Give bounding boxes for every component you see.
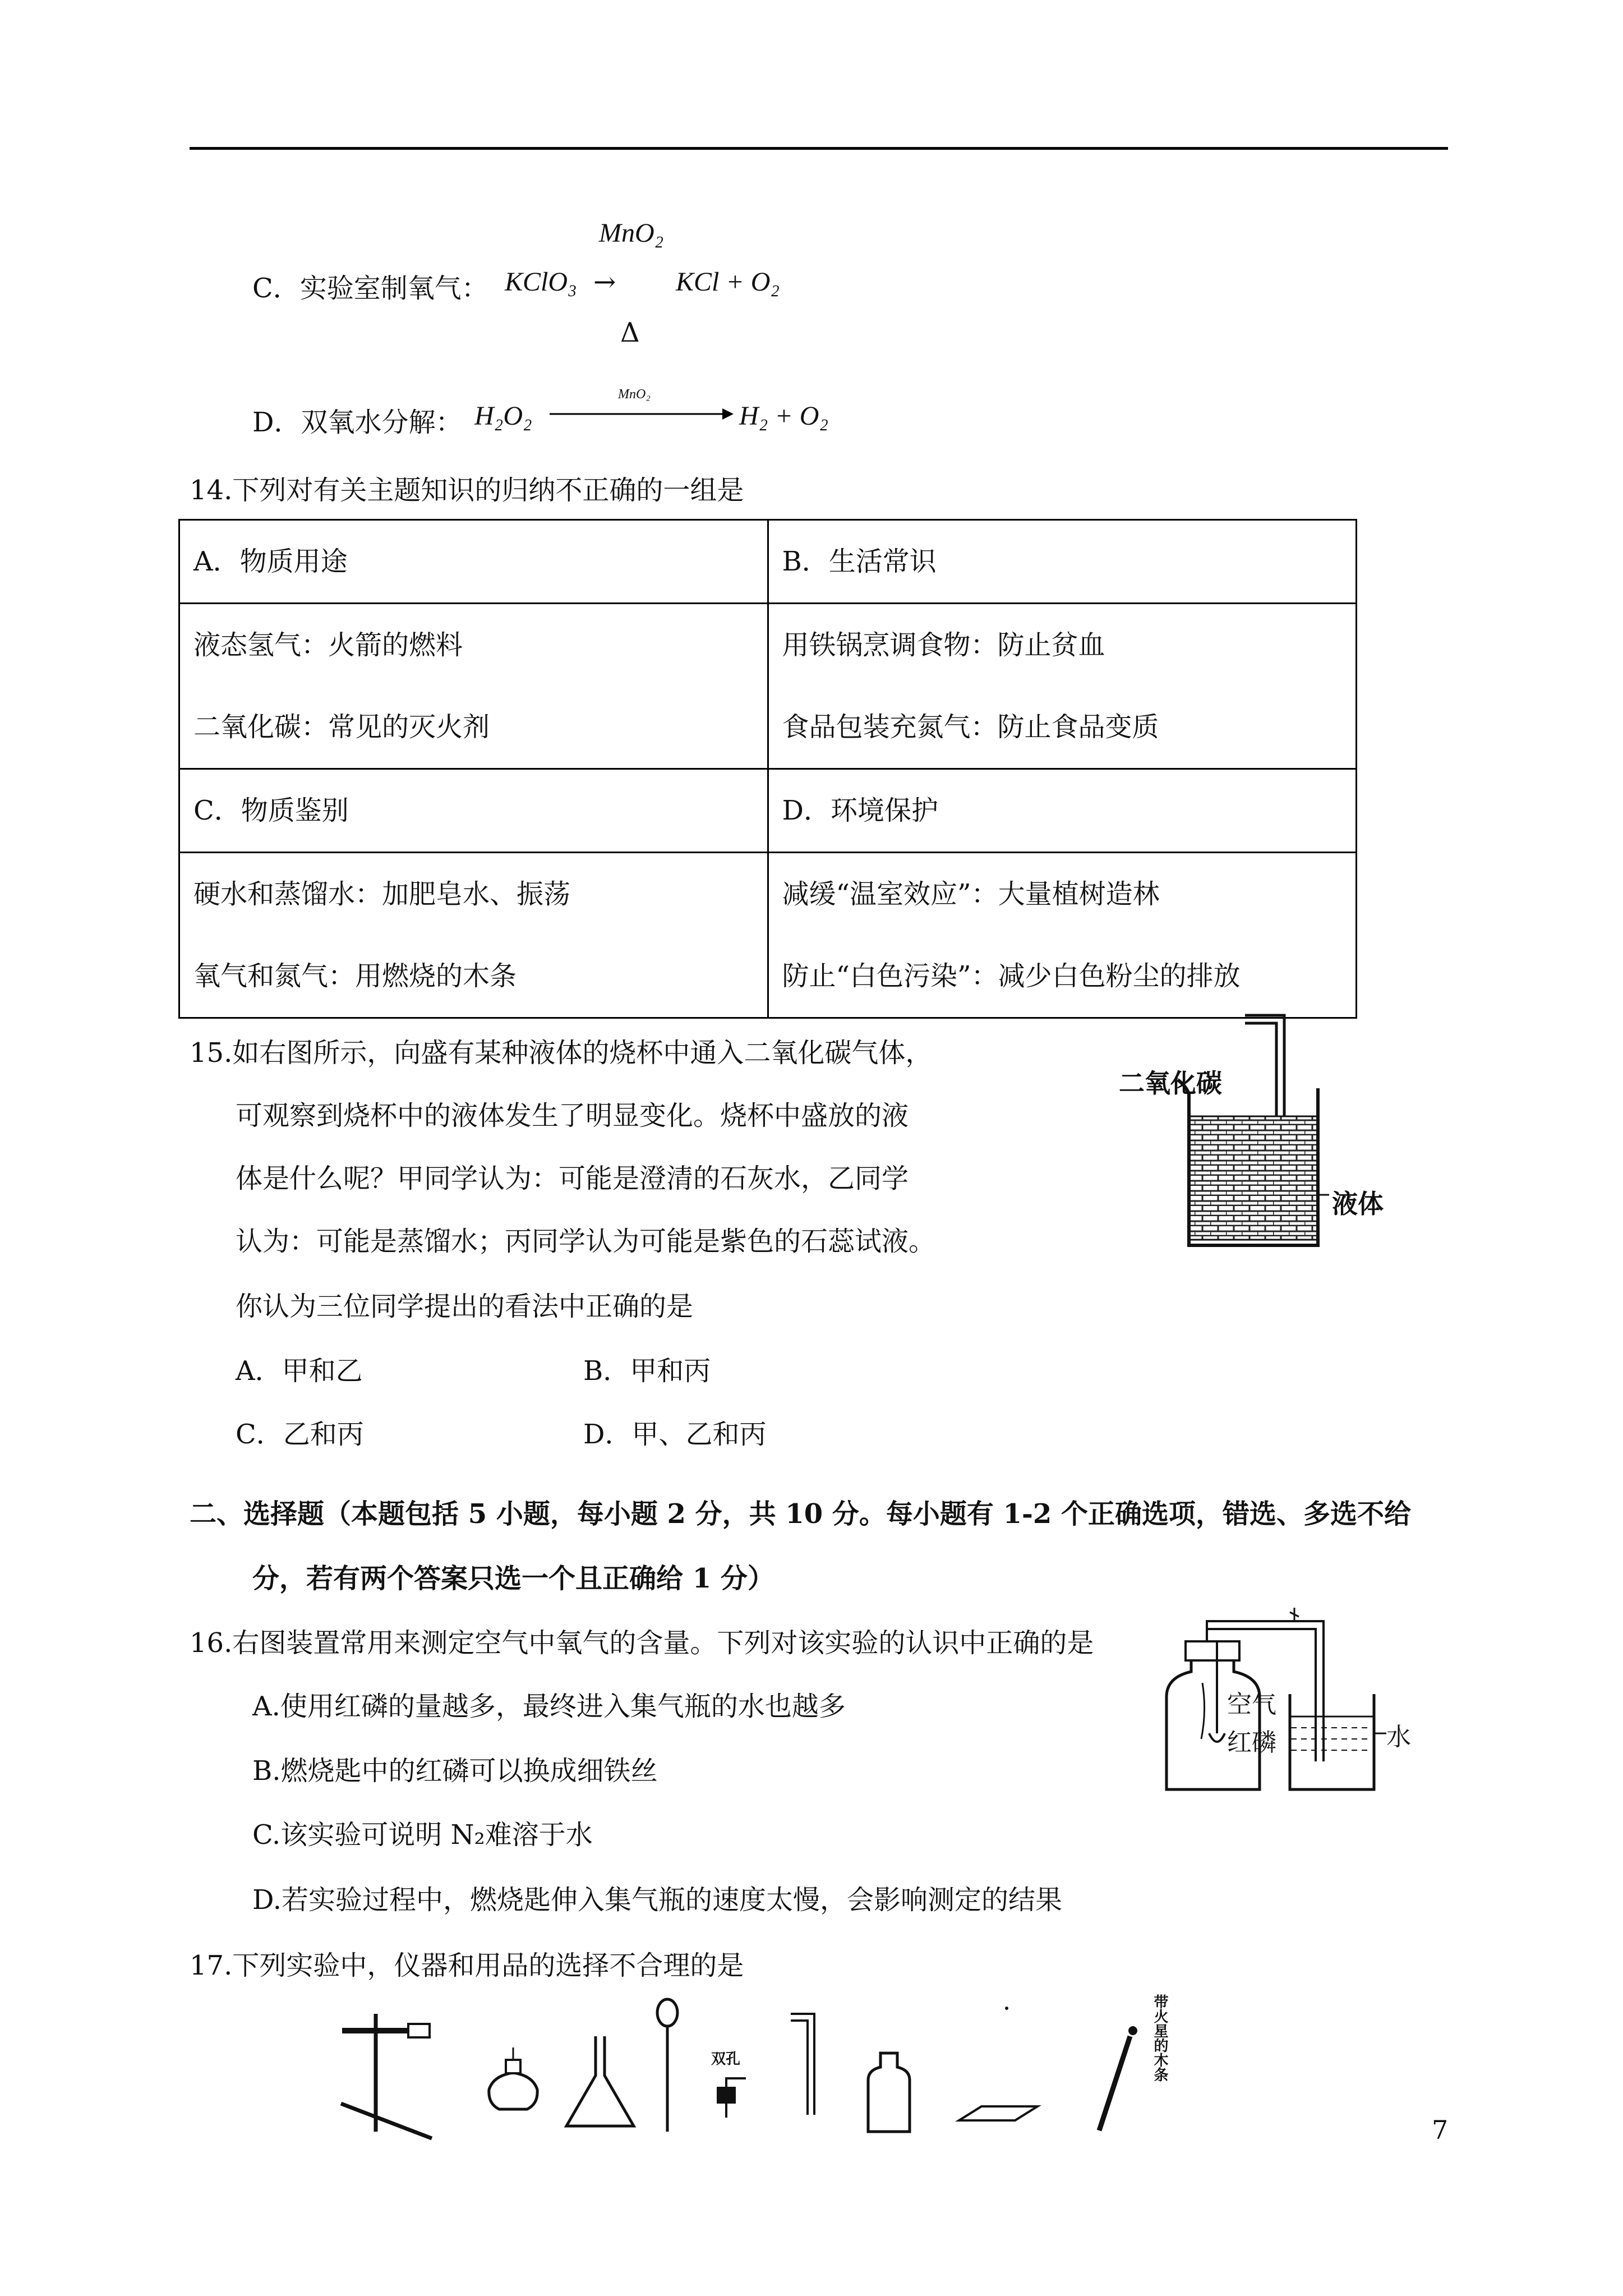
q16-option-c: C.该实验可说明 N₂难溶于水 bbox=[252, 1819, 593, 1851]
q16-apparatus-figure bbox=[1144, 1599, 1458, 1801]
section2-heading-line-1: 二、选择题（本题包括 5 小题，每小题 2 分，共 10 分。每小题有 1-2 个正确选项，错选、多选不给 bbox=[190, 1498, 1412, 1530]
q14-stem: 14.下列对有关主题知识的归纳不正确的一组是 bbox=[190, 475, 744, 506]
cell-b-line-2: 食品包装充氮气：防止食品变质 bbox=[782, 711, 1159, 743]
cell-c-line-1: 硬水和蒸馏水：加肥皂水、振荡 bbox=[193, 878, 571, 910]
funnel-icon bbox=[657, 1999, 677, 2132]
q16-phosphorus-label: 红磷 bbox=[1227, 1728, 1276, 1757]
two-hole-stopper-icon bbox=[717, 2078, 746, 2118]
q13d-catalyst: MnO₂ bbox=[618, 387, 651, 402]
cell-d-line-1: 减缓“温室效应”：大量植树造林 bbox=[782, 878, 1160, 910]
gas-jar-icon bbox=[868, 2053, 910, 2132]
header-rule bbox=[190, 147, 1448, 150]
q15-option-a: A．甲和乙 bbox=[236, 1355, 363, 1387]
q15-line-4: 认为：可能是蒸馏水；丙同学认为可能是紫色的石蕊试液。 bbox=[236, 1226, 936, 1257]
q15-line-1: 15.如右图所示，向盛有某种液体的烧杯中通入二氧化碳气体， bbox=[190, 1037, 933, 1069]
q13d-prefix: D．双氧水分解： bbox=[252, 407, 463, 438]
q13c-arrow: → bbox=[593, 266, 616, 298]
cell-a-line-2: 二氧化碳：常见的灭火剂 bbox=[193, 711, 490, 743]
section2-heading-line-2: 分，若有两个答案只选一个且正确给 1 分） bbox=[252, 1563, 774, 1594]
q16-water-label: 水 bbox=[1386, 1723, 1411, 1751]
cell-a-head: A．物质用途 bbox=[179, 520, 768, 604]
q15-option-c: C．乙和丙 bbox=[236, 1419, 364, 1450]
q17-stopper-label: 双孔 bbox=[711, 2051, 741, 2068]
iron-stand-icon bbox=[341, 2014, 432, 2138]
q16-option-d: D.若实验过程中，燃烧匙伸入集气瓶的速度太慢，会影响测定的结果 bbox=[252, 1884, 1063, 1916]
q16-air-label: 空气 bbox=[1227, 1690, 1276, 1719]
cell-b-line-1: 用铁锅烹调食物：防止贫血 bbox=[782, 629, 1105, 661]
cell-c-body bbox=[179, 853, 768, 1018]
alcohol-lamp-icon bbox=[489, 2047, 537, 2109]
cell-d-body bbox=[768, 853, 1357, 1018]
page-number: 7 bbox=[1432, 2115, 1449, 2145]
q15-option-b: B．甲和丙 bbox=[583, 1355, 711, 1387]
q15-beaker-figure bbox=[1116, 1004, 1430, 1262]
q17-stem: 17.下列实验中，仪器和用品的选择不合理的是 bbox=[190, 1950, 744, 1981]
q13d-products: H₂ + O₂ bbox=[739, 401, 829, 431]
q13c-catalyst: MnO₂ bbox=[599, 218, 664, 248]
q17-apparatus-strip bbox=[331, 1991, 1228, 2143]
glass-plate-icon bbox=[959, 2106, 1038, 2120]
glowing-splint-icon bbox=[1099, 2026, 1137, 2131]
cell-d-line-2: 防止“白色污染”：减少白色粉尘的排放 bbox=[782, 960, 1241, 992]
q15-gas-label: 二氧化碳 bbox=[1119, 1068, 1222, 1098]
cell-c-line-2: 氧气和氮气：用燃烧的木条 bbox=[193, 960, 517, 992]
q16-option-a: A.使用红磷的量越多，最终进入集气瓶的水也越多 bbox=[252, 1691, 846, 1722]
q13c-heat: Δ bbox=[620, 317, 640, 348]
q13d-reactant: H₂O₂ bbox=[474, 401, 532, 431]
q15-option-d: D．甲、乙和丙 bbox=[583, 1419, 767, 1450]
q13c-products: KCl + O₂ bbox=[676, 267, 780, 297]
cell-c-head: C．物质鉴别 bbox=[179, 769, 768, 853]
cell-a-body bbox=[179, 604, 768, 769]
cell-b-head: B．生活常识 bbox=[768, 520, 1357, 604]
cell-b-body bbox=[768, 604, 1357, 769]
q15-line-3: 体是什么呢？甲同学认为：可能是澄清的石灰水，乙同学 bbox=[236, 1163, 909, 1194]
q13d-reaction-arrow bbox=[550, 406, 735, 423]
q16-option-b: B.燃烧匙中的红磷可以换成细铁丝 bbox=[252, 1755, 658, 1787]
q15-line-5: 你认为三位同学提出的看法中正确的是 bbox=[236, 1291, 694, 1322]
q14-knowledge-table bbox=[178, 519, 1357, 1019]
cell-a-line-1: 液态氢气：火箭的燃料 bbox=[193, 629, 463, 661]
q16-stem: 16.右图装置常用来测定空气中氧气的含量。下列对该实验的认识中正确的是 bbox=[190, 1627, 1094, 1659]
bent-tube-icon bbox=[791, 2014, 814, 2115]
q15-line-2: 可观察到烧杯中的液体发生了明显变化。烧杯中盛放的液 bbox=[236, 1100, 909, 1131]
q13c-reactant: KClO₃ bbox=[505, 267, 577, 297]
q13c-prefix: C．实验室制氧气： bbox=[252, 273, 488, 304]
q15-liquid-label: 液体 bbox=[1332, 1189, 1384, 1219]
q17-splint-label: 带火星的木条 bbox=[1151, 1994, 1168, 2082]
conical-flask-icon bbox=[566, 2036, 634, 2126]
cell-d-head: D．环境保护 bbox=[768, 769, 1357, 853]
